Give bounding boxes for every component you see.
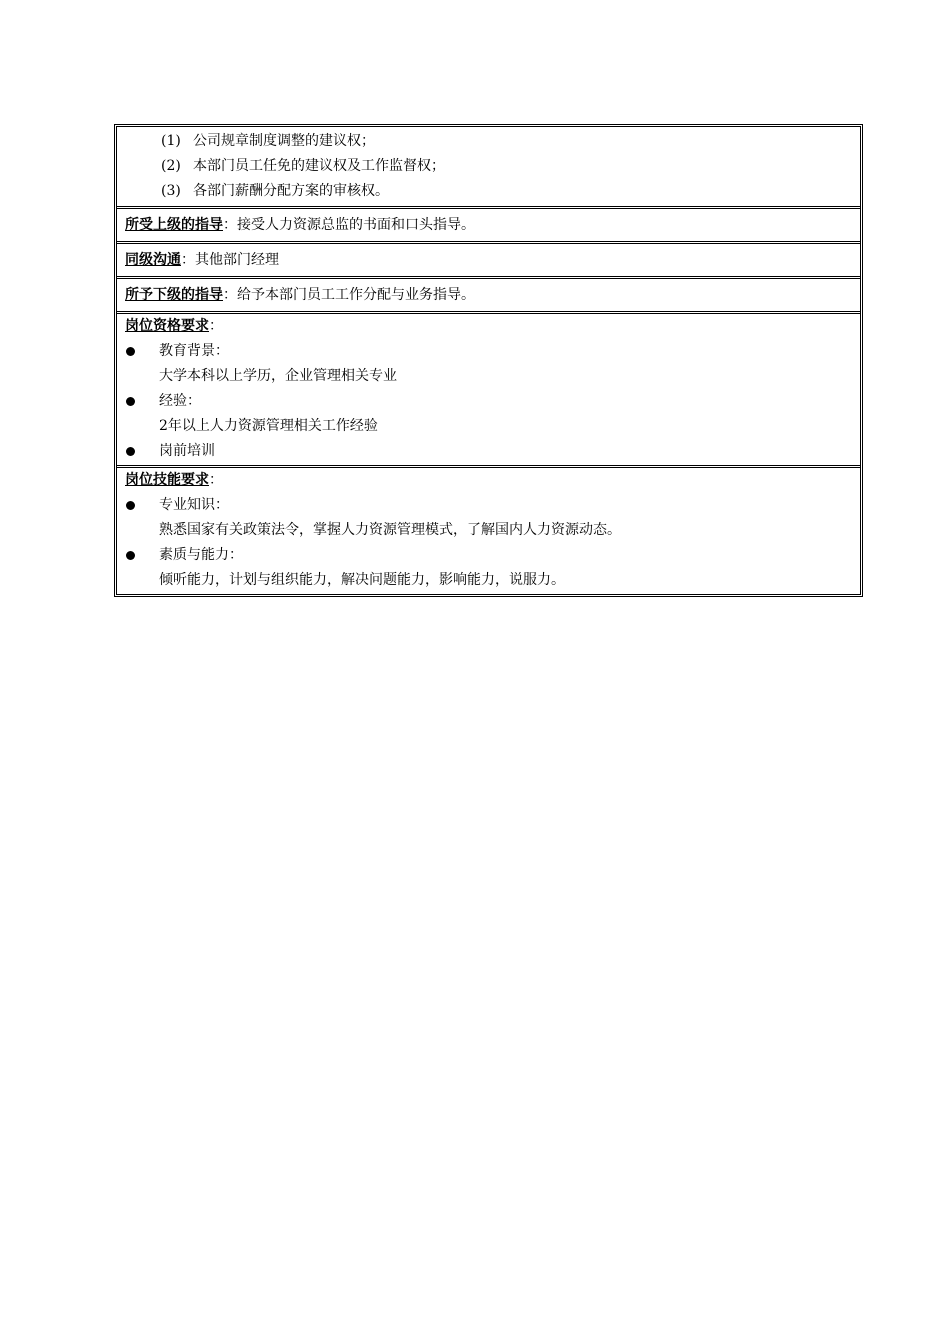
skills-heading <box>125 468 852 493</box>
peer-communication-label: 同级沟通 <box>125 252 181 268</box>
bullet-icon <box>126 501 135 510</box>
education-bullet <box>125 339 852 364</box>
authority-item-2-number: (2) <box>161 158 181 174</box>
qualifications-section <box>117 311 860 465</box>
bullet-icon <box>126 397 135 406</box>
peer-communication-text: 其他部门经理 <box>195 252 279 268</box>
training-bullet <box>125 439 852 464</box>
qualifications-label: 岗位资格要求 <box>125 318 209 334</box>
superior-guidance-label: 所受上级的指导 <box>125 217 223 233</box>
authority-item-1-number: (1) <box>161 133 181 149</box>
authority-item-3 <box>125 179 852 204</box>
knowledge-detail: 熟悉国家有关政策法令，掌握人力资源管理模式，了解国内人力资源动态。 <box>159 522 621 538</box>
subordinate-guidance-text: 给予本部门员工工作分配与业务指导。 <box>237 287 475 303</box>
job-description-table <box>114 124 863 597</box>
knowledge-label: 专业知识： <box>159 497 229 513</box>
authority-section <box>117 127 860 206</box>
superior-guidance-text: 接受人力资源总监的书面和口头指导。 <box>237 217 475 233</box>
abilities-detail: 倾听能力，计划与组织能力，解决问题能力，影响能力，说服力。 <box>159 572 565 588</box>
superior-guidance-colon: ： <box>223 217 237 233</box>
education-label: 教育背景： <box>159 343 229 359</box>
experience-bullet <box>125 389 852 414</box>
subordinate-guidance-colon: ： <box>223 287 237 303</box>
abilities-label: 素质与能力： <box>159 547 243 563</box>
training-label: 岗前培训 <box>159 443 215 459</box>
experience-detail: 2年以上人力资源管理相关工作经验 <box>159 418 378 434</box>
authority-item-2 <box>125 154 852 179</box>
authority-item-1 <box>125 129 852 154</box>
authority-item-2-text: 本部门员工任免的建议权及工作监督权； <box>193 158 445 174</box>
qualifications-heading <box>125 314 852 339</box>
subordinate-guidance-label: 所予下级的指导 <box>125 287 223 303</box>
qualifications-colon: ： <box>209 318 223 334</box>
skills-label: 岗位技能要求 <box>125 472 209 488</box>
bullet-icon <box>126 551 135 560</box>
bullet-icon <box>126 347 135 356</box>
superior-guidance-row <box>117 206 860 241</box>
subordinate-guidance-row <box>117 276 860 311</box>
authority-item-3-number: (3) <box>161 183 181 199</box>
skills-colon: ： <box>209 472 223 488</box>
experience-label: 经验： <box>159 393 201 409</box>
abilities-bullet <box>125 543 852 568</box>
education-detail: 大学本科以上学历，企业管理相关专业 <box>159 368 397 384</box>
peer-communication-row <box>117 241 860 276</box>
bullet-icon <box>126 447 135 456</box>
peer-communication-colon: ： <box>181 252 195 268</box>
authority-item-3-text: 各部门薪酬分配方案的审核权。 <box>193 183 389 199</box>
knowledge-bullet <box>125 493 852 518</box>
authority-item-1-text: 公司规章制度调整的建议权； <box>193 133 375 149</box>
skills-section <box>117 465 860 594</box>
